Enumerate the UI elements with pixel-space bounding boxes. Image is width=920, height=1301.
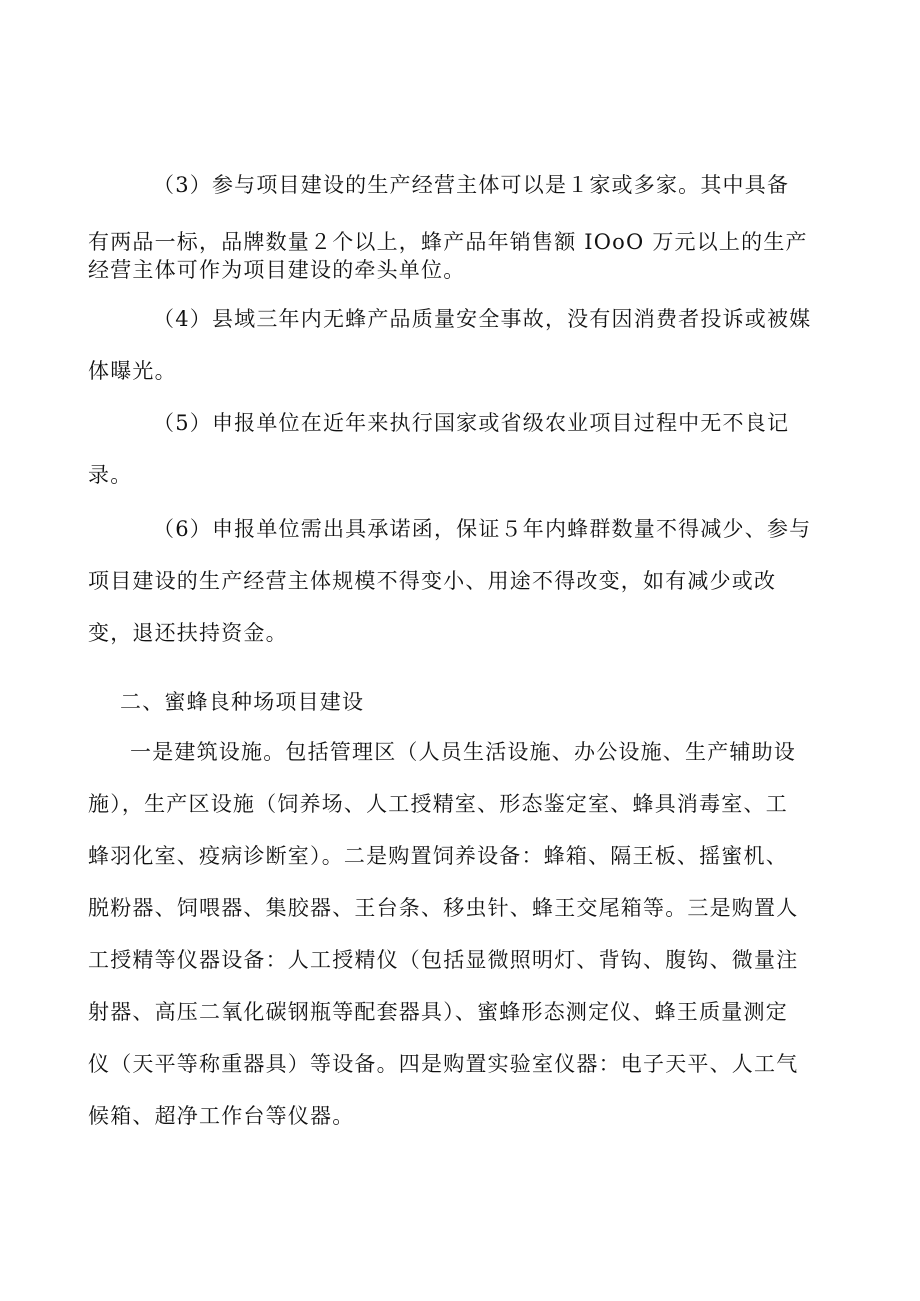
item6-line2: 项目建设的生产经营主体规模不得变小、用途不得改变，如有减少或改 [88, 569, 777, 593]
item6-line3: 变，退还扶持资金。 [88, 621, 288, 645]
item4-line2: 体曝光。 [88, 359, 177, 383]
section2-heading: 二、蜜蜂良种场项目建设 [120, 690, 365, 714]
section2-line: 工授精等仪器设备：人工授精仪（包括显微照明灯、背钩、腹钩、微量注 [88, 948, 799, 972]
section2-line: 蜂羽化室、疫病诊断室）。二是购置饲养设备：蜂箱、隔王板、摇蜜机、 [88, 844, 788, 868]
section2-line: 脱粉器、饲喂器、集胶器、王台条、移虫针、蜂王交尾箱等。三是购置人 [88, 896, 799, 920]
section2-line: 射器、高压二氧化碳钢瓶等配套器具）、蜜蜂形态测定仪、蜂王质量测定 [88, 1000, 788, 1024]
item3-line3: 经营主体可作为项目建设的牵头单位。 [88, 258, 466, 282]
item5-line2: 录。 [88, 463, 133, 487]
section2-line: 施），生产区设施（饲养场、人工授精室、形态鉴定室、蜂具消毒室、工 [88, 792, 788, 816]
item3-line1: （3）参与项目建设的生产经营主体可以是１家或多家。其中具备 [153, 173, 790, 197]
section2-line: 一是建筑设施。包括管理区（人员生活设施、办公设施、生产辅助设 [130, 740, 796, 764]
item4-line1: （4）县域三年内无蜂产品质量安全事故，没有因消费者投诉或被媒 [153, 307, 812, 331]
item5-line1: （5）申报单位在近年来执行国家或省级农业项目过程中无不良记 [153, 411, 790, 435]
section2-line: 仪（天平等称重器具）等设备。四是购置实验室仪器：电子天平、人工气 [88, 1052, 799, 1076]
item3-line2: 有两品一标，品牌数量２个以上，蜂产品年销售额 IOoO 万元以上的生产 [88, 230, 808, 254]
section2-line: 候箱、超净工作台等仪器。 [88, 1104, 355, 1128]
item6-line1: （6）申报单位需出具承诺函，保证５年内蜂群数量不得减少、参与 [153, 517, 812, 541]
